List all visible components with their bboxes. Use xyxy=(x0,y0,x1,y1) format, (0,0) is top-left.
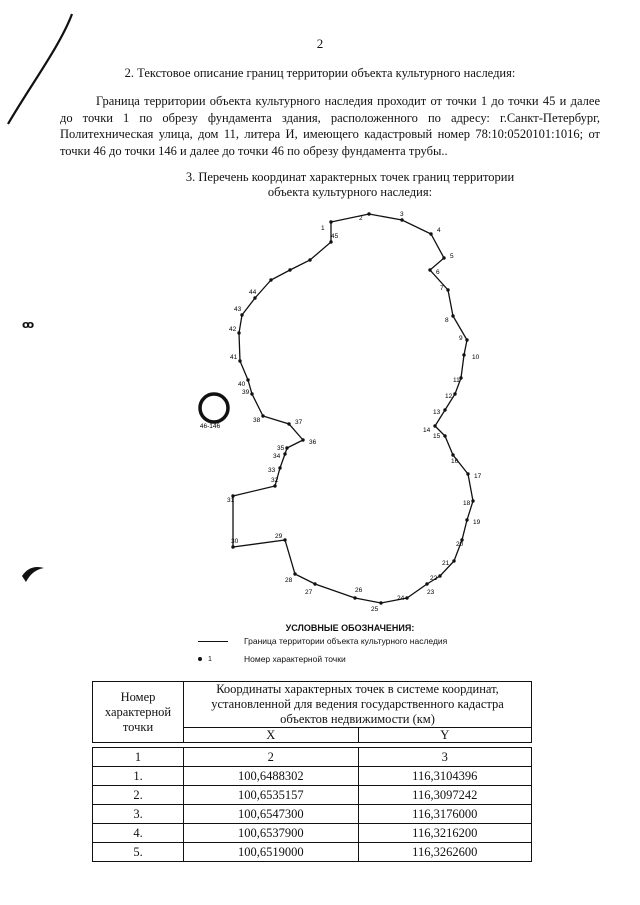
boundary-point-3 xyxy=(400,218,403,221)
table-row xyxy=(93,824,532,843)
boundary-point-1 xyxy=(329,220,332,223)
legend-point-label: Номер характерной точки xyxy=(244,654,346,664)
boundary-point-label-28: 28 xyxy=(285,577,293,584)
boundary-point-15 xyxy=(443,434,446,437)
table-row xyxy=(93,805,532,824)
index-cell: 2 xyxy=(184,748,359,767)
point-number-cell: 2. xyxy=(93,786,184,805)
x-cell: 100,6535157 xyxy=(184,786,359,805)
boundary-point-label-17: 17 xyxy=(474,473,482,480)
boundary-point-label-4: 4 xyxy=(437,227,441,234)
header-y: Y xyxy=(358,728,531,743)
boundary-point-29 xyxy=(283,538,286,541)
y-cell: 116,3104396 xyxy=(358,767,531,786)
y-cell: 116,3262600 xyxy=(358,843,531,862)
table-row xyxy=(93,767,532,786)
x-cell: 100,6519000 xyxy=(184,843,359,862)
legend-point-marker: 1 xyxy=(208,655,212,663)
boundary-point-label-11: 11 xyxy=(453,377,460,384)
table-row xyxy=(93,786,532,805)
chimney-circle-label: 46-146 xyxy=(199,423,221,430)
boundary-point-label-39: 39 xyxy=(242,389,250,396)
boundary-point-label-33: 33 xyxy=(268,467,276,474)
boundary-point-label-24: 24 xyxy=(397,595,405,602)
boundary-point-label-13: 13 xyxy=(433,409,441,416)
section-3-title-line1: 3. Перечень координат характерных точек границ территории xyxy=(185,170,515,184)
boundary-point-label-3: 3 xyxy=(400,211,404,218)
boundary-point-undefined xyxy=(269,278,272,281)
header-point-number: Номер характерной точки xyxy=(93,682,184,743)
boundary-point-label-25: 25 xyxy=(371,606,379,613)
boundary-point-label-40: 40 xyxy=(238,381,246,388)
x-cell: 100,6537900 xyxy=(184,824,359,843)
boundary-point-label-26: 26 xyxy=(355,587,363,594)
boundary-point-40 xyxy=(246,378,249,381)
boundary-point-16 xyxy=(451,453,454,456)
boundary-point-35 xyxy=(285,446,288,449)
boundary-point-39 xyxy=(250,392,253,395)
x-cell: 100,6488302 xyxy=(184,767,359,786)
boundary-point-label-36: 36 xyxy=(309,439,317,446)
boundary-point-label-9: 9 xyxy=(459,335,463,342)
legend-point-entry xyxy=(190,654,490,664)
boundary-point-label-29: 29 xyxy=(275,533,283,540)
boundary-point-4 xyxy=(429,232,432,235)
x-cell: 100,6547300 xyxy=(184,805,359,824)
point-number-cell: 5. xyxy=(93,843,184,862)
index-cell: 1 xyxy=(93,748,184,767)
header-coordinates: Координаты характерных точек в системе координат, установленной для ведения государственного кадастра объектов недвижимости (км) xyxy=(184,682,532,728)
boundary-point-label-10: 10 xyxy=(472,354,480,361)
boundary-point-label-34: 34 xyxy=(273,453,281,460)
boundary-point-label-23: 23 xyxy=(427,589,435,596)
boundary-point-44 xyxy=(253,296,256,299)
legend-heading: УСЛОВНЫЕ ОБОЗНАЧЕНИЯ: xyxy=(285,623,415,633)
boundary-point-23 xyxy=(425,582,428,585)
boundary-point-10 xyxy=(462,353,465,356)
boundary-point-label-41: 41 xyxy=(230,354,238,361)
page-number: 2 xyxy=(316,36,324,51)
boundary-point-label-21: 21 xyxy=(442,560,450,567)
boundary-point-6 xyxy=(428,268,431,271)
boundary-point-label-8: 8 xyxy=(445,317,449,324)
legend-point-dot-icon xyxy=(198,656,228,663)
point-number-cell: 4. xyxy=(93,824,184,843)
boundary-point-7 xyxy=(446,288,449,291)
boundary-point-30 xyxy=(231,545,234,548)
boundary-point-21 xyxy=(452,559,455,562)
boundary-point-label-7: 7 xyxy=(440,285,444,292)
boundary-point-label-27: 27 xyxy=(305,589,313,596)
margin-stamp-mark: ꝏ xyxy=(22,318,35,331)
legend-boundary-entry xyxy=(190,636,490,646)
boundary-point-8 xyxy=(451,314,454,317)
boundary-point-2 xyxy=(367,212,370,215)
y-cell: 116,3216200 xyxy=(358,824,531,843)
boundary-point-32 xyxy=(273,484,276,487)
section-3-title-line2: объекта культурного наследия: xyxy=(267,185,433,199)
boundary-point-label-15: 15 xyxy=(433,433,441,440)
boundary-point-24 xyxy=(405,596,408,599)
boundary-point-label-19: 19 xyxy=(473,519,481,526)
boundary-point-42 xyxy=(237,331,240,334)
chimney-circle-marker xyxy=(200,394,228,422)
boundary-point-label-42: 42 xyxy=(229,326,237,333)
boundary-point-label-12: 12 xyxy=(445,393,453,400)
boundary-point-37 xyxy=(287,422,290,425)
boundary-point-19 xyxy=(465,518,468,521)
boundary-point-label-5: 5 xyxy=(450,253,454,260)
boundary-point-22 xyxy=(438,574,441,577)
boundary-point-label-45: 45 xyxy=(331,233,339,240)
boundary-point-12 xyxy=(453,392,456,395)
boundary-point-label-14: 14 xyxy=(423,427,431,434)
point-number-cell: 3. xyxy=(93,805,184,824)
boundary-point-label-38: 38 xyxy=(253,417,261,424)
boundary-point-undefined xyxy=(308,258,311,261)
legend-boundary-line-icon xyxy=(198,641,228,642)
boundary-point-label-37: 37 xyxy=(295,419,303,426)
boundary-point-label-20: 20 xyxy=(456,541,464,548)
legend-boundary-label: Граница территории объекта культурного наследия xyxy=(244,636,448,646)
boundary-point-label-44: 44 xyxy=(249,289,257,296)
legend xyxy=(190,623,490,664)
boundary-point-28 xyxy=(293,572,296,575)
section-2-description: Граница территории объекта культурного наследия проходит от точки 1 до точки 45 и далее до точки 1 по обрезу фундамента здания, расположенного по адресу: г.Санкт-Петербург, Политехническая улица, дом 11, литера И, имеющего кадастровый номер 78:10:0520101:1016; от точки 46 до точки 146 и далее до точки 46 по обрезу фундамента трубы.. xyxy=(60,94,600,158)
coordinates-table xyxy=(92,681,532,862)
boundary-point-label-35: 35 xyxy=(277,445,285,452)
boundary-point-26 xyxy=(353,596,356,599)
boundary-point-34 xyxy=(283,452,286,455)
section-3-title xyxy=(170,170,530,200)
boundary-point-label-31: 31 xyxy=(227,497,235,504)
boundary-scheme xyxy=(185,200,505,620)
boundary-point-label-1: 1 xyxy=(321,225,325,232)
boundary-point-5 xyxy=(442,256,445,259)
boundary-point-label-2: 2 xyxy=(359,215,363,222)
boundary-point-11 xyxy=(459,376,462,379)
boundary-point-25 xyxy=(379,601,382,604)
boundary-point-18 xyxy=(471,499,474,502)
index-cell: 3 xyxy=(358,748,531,767)
point-number-cell: 1. xyxy=(93,767,184,786)
boundary-point-label-22: 22 xyxy=(430,575,438,582)
y-cell: 116,3097242 xyxy=(358,786,531,805)
boundary-point-label-32: 32 xyxy=(271,477,279,484)
table-index-row xyxy=(93,748,532,767)
margin-hole-punch-mark xyxy=(20,562,50,588)
boundary-point-36 xyxy=(301,438,304,441)
boundary-point-label-30: 30 xyxy=(231,538,239,545)
boundary-point-27 xyxy=(313,582,316,585)
boundary-point-label-43: 43 xyxy=(234,306,242,313)
boundary-point-43 xyxy=(240,313,243,316)
boundary-point-41 xyxy=(238,359,241,362)
boundary-point-38 xyxy=(261,414,264,417)
table-row xyxy=(93,843,532,862)
boundary-point-45 xyxy=(329,240,332,243)
boundary-point-9 xyxy=(465,338,468,341)
boundary-point-14 xyxy=(433,424,436,427)
boundary-point-33 xyxy=(278,466,281,469)
boundary-point-17 xyxy=(466,472,469,475)
section-2-title: 2. Текстовое описание границ территории объекта культурного наследия: xyxy=(124,66,516,80)
boundary-point-13 xyxy=(443,408,446,411)
boundary-point-label-18: 18 xyxy=(463,500,471,507)
boundary-point-label-6: 6 xyxy=(436,269,440,276)
boundary-point-label-16: 16 xyxy=(451,458,459,465)
boundary-point-undefined xyxy=(288,268,291,271)
y-cell: 116,3176000 xyxy=(358,805,531,824)
header-x: X xyxy=(184,728,359,743)
